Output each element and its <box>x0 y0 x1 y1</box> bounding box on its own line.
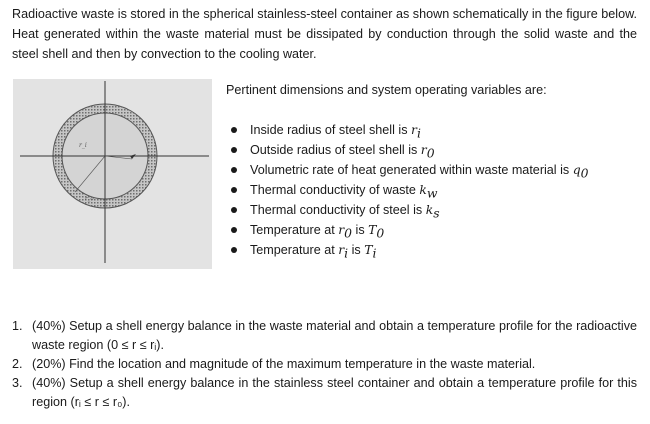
dimensions-list <box>226 120 589 260</box>
problem-intro: Radioactive waste is stored in the spherical stainless-steel container as shown schematically in the figure below. Heat generated within the waste material must be dissipated by conduction through the solid waste and the steel shell and then by convection to the cooling water. <box>12 7 637 61</box>
list-item: Temperature at $r_i$ is $T_i$ <box>226 240 589 260</box>
list-item: Thermal conductivity of steel is $k_s$ <box>226 200 589 220</box>
list-item: 1. (40%) Setup a shell energy balance in the waste material and obtain a temperature profile for the radioactive waste region (0 ≤ r ≤ rᵢ). <box>12 319 637 352</box>
list-item: Temperature at $r_0$ is $T_0$ <box>226 220 589 240</box>
container-figure <box>13 79 212 269</box>
list-item: Thermal conductivity of waste $k_w$ <box>226 180 589 200</box>
label-r-o: r_o <box>85 196 94 202</box>
list-item: Inside radius of steel shell is $r_i$ <box>226 120 589 140</box>
list-item: Outside radius of steel shell is $r_0$ <box>226 140 589 160</box>
sphere-diagram <box>13 79 212 269</box>
dimensions-title: Pertinent dimensions and system operating variables are: <box>226 83 547 97</box>
label-r-i: r_i <box>79 142 87 149</box>
task-list <box>12 317 637 412</box>
list-item: 2. (20%) Find the location and magnitude of the maximum temperature in the waste material. <box>12 357 536 371</box>
list-item: Volumetric rate of heat generated within waste material is $q_0$ <box>226 160 589 180</box>
list-item: 3. (40%) Setup a shell energy balance in the stainless steel container and obtain a temperature profile for this region (rᵢ ≤ r ≤ r₀). <box>12 376 637 409</box>
